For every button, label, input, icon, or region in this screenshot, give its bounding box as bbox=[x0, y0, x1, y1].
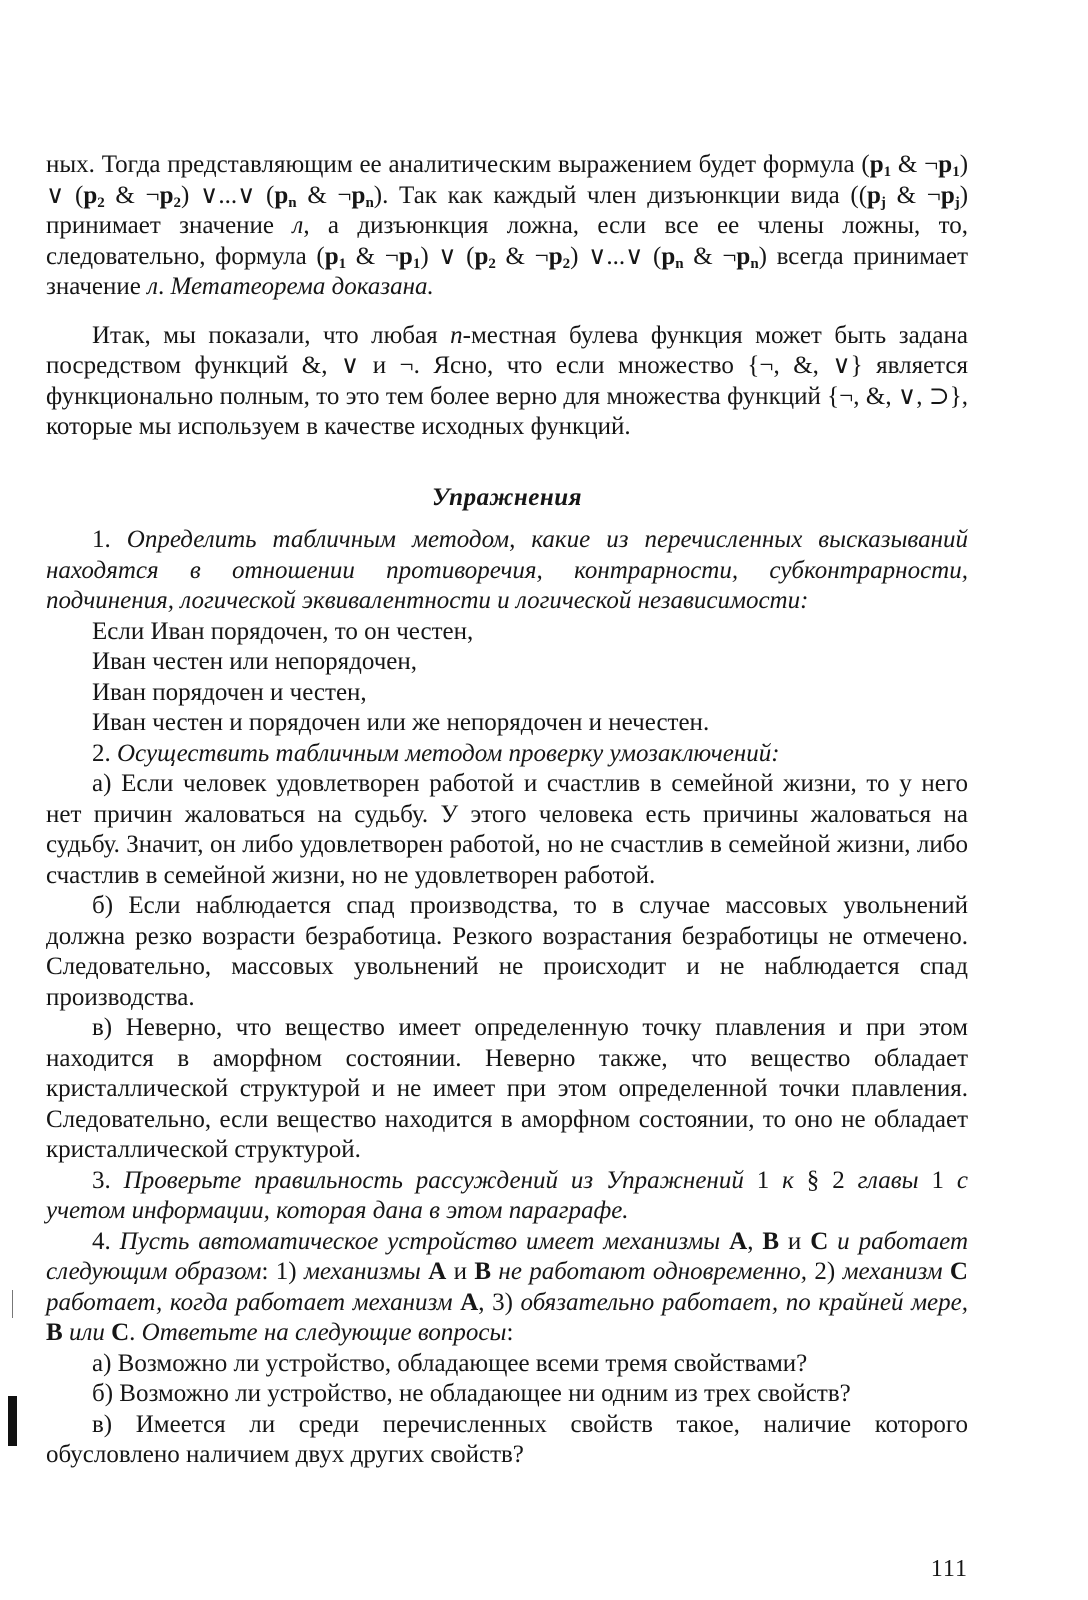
number: 3) bbox=[492, 1288, 513, 1316]
exercise-2 bbox=[46, 739, 968, 770]
number: 1) bbox=[275, 1258, 297, 1285]
proof-conclusion: Метатеорема доказана. bbox=[170, 273, 434, 300]
page-body bbox=[46, 150, 968, 1471]
question-item: б) Возможно ли устройство, не обладающее ни одним из трех свойств? bbox=[92, 1380, 851, 1407]
punct: . bbox=[129, 1319, 142, 1346]
exercise-task: работает, когда работает механизм bbox=[46, 1288, 461, 1316]
mechanism-a: А bbox=[428, 1258, 447, 1285]
text-segment: , а дизъюнкция ложна, если все ее члены ложны, то, следовательно, формула bbox=[46, 212, 969, 270]
mechanism-c: С bbox=[949, 1258, 968, 1285]
exercise-task: и работает следующим образом bbox=[46, 1227, 969, 1285]
formula: ($p_1$ & $\neg p_1$) ∨ ($p_2$ & $\neg p_2$) ∨...∨ ($p_n$ & $\neg p_n$) bbox=[316, 242, 767, 272]
exercise-task: главы bbox=[844, 1166, 932, 1194]
text-segment: Итак, мы показали, что любая bbox=[92, 321, 451, 349]
mechanism-a: А bbox=[729, 1227, 748, 1255]
exercise-task: механизм bbox=[835, 1258, 950, 1285]
exercise-task: Проверьте правильность рассуждений из Упражнений bbox=[123, 1166, 757, 1194]
text-segment: . Так как каждый член дизъюнкции вида ( bbox=[382, 181, 859, 209]
mechanism-b: В bbox=[474, 1258, 492, 1285]
exercise-task: Пусть автоматическое устройство имеет механизмы bbox=[119, 1227, 730, 1255]
truth-value: л bbox=[292, 212, 304, 239]
exercise-task: с учетом информации, которая дана в этом параграфе. bbox=[46, 1166, 968, 1224]
formula: ($p_1$ & $\neg p_1$) ∨ ($p_2$ & $\neg p_2$) ∨...∨ ($p_n$ & $\neg p_n$) bbox=[46, 151, 969, 211]
punct: : bbox=[506, 1319, 514, 1346]
exercise-number: 1. bbox=[92, 526, 127, 553]
mechanism-c: С bbox=[810, 1227, 829, 1255]
number: 1 bbox=[756, 1166, 770, 1194]
inference-item: в) Неверно, что вещество имеет определенную точку плавления и при этом находится в аморфном состоянии. Неверно также, что вещество обладает кристаллической структурой и не имеет при этом определенной точки плавления. Следовательно, если вещество находится в аморфном состоянии, то оно не обладает кристаллической структурой. bbox=[46, 1014, 968, 1163]
exercise-task: Ответьте на следующие вопросы bbox=[141, 1319, 507, 1346]
scan-mark bbox=[12, 1290, 13, 1318]
exercise-number: 3. bbox=[92, 1166, 124, 1194]
mechanism-a: А bbox=[460, 1288, 479, 1316]
mechanism-b: В bbox=[762, 1227, 780, 1255]
exercise-task: Определить табличным методом, какие из перечисленных высказываний находятся в отношении противоречия, контрарности, субконтрарности, подчинения, логической эквивалентности и логической независимости: bbox=[46, 526, 969, 614]
exercise-task: к bbox=[769, 1166, 807, 1194]
text-segment: принимает значение bbox=[46, 212, 293, 239]
paragraph-proof bbox=[46, 150, 968, 303]
text-segment: всегда принимает значение bbox=[46, 242, 969, 300]
text-segment: -местная булева функция может быть задана посредством функций &, ∨ и ¬. Ясно, что если множество {¬, &, ∨} является функционально полным, то это тем более верно для множества функций {¬, &, ∨, ⊃}, которые мы используем в качестве исходных функций. bbox=[46, 321, 968, 440]
exercise-task: обязательно работает, по крайней мере, bbox=[512, 1288, 969, 1316]
page-number: 111 bbox=[930, 1556, 968, 1582]
statement-item: Иван порядочен и честен, bbox=[92, 678, 367, 706]
number: 2) bbox=[814, 1258, 836, 1285]
punct: : bbox=[261, 1258, 276, 1285]
number: 1 bbox=[931, 1166, 944, 1194]
exercise-task: не работают одновременно, bbox=[491, 1258, 815, 1285]
exercise-4 bbox=[46, 1227, 968, 1349]
mechanism-c: С bbox=[111, 1319, 130, 1346]
question-item: в) Имеется ли среди перечисленных свойств такое, наличие которого обусловлено наличием двух других свойств? bbox=[46, 1410, 968, 1468]
exercise-1 bbox=[46, 525, 968, 617]
text-segment: ных. Тогда представляющим ее аналитическим выражением будет формула bbox=[46, 151, 862, 178]
question-item: а) Возможно ли устройство, обладающее всеми тремя свойствами? bbox=[92, 1349, 808, 1377]
exercise-number: 2. bbox=[92, 739, 117, 767]
section-ref: § 2 bbox=[806, 1166, 845, 1194]
formula: ($p_j$ & $\neg p_j$) bbox=[858, 181, 969, 211]
punct: , bbox=[747, 1227, 763, 1255]
conjunction: и bbox=[446, 1258, 475, 1285]
truth-value: л bbox=[147, 273, 159, 300]
exercise-task: Осуществить табличным методом проверку умозаключений: bbox=[117, 739, 780, 767]
variable-n: n bbox=[450, 321, 463, 349]
inference-item: а) Если человек удовлетворен работой и счастлив в семейной жизни, то у него нет причин жаловаться на судьбу. У этого человека есть причины жаловаться на судьбу. Значит, он либо удовлетворен работой, но не счастлив в семейной жизни, либо счастлив в семейной жизни, но не удовлетворен работой. bbox=[46, 770, 968, 889]
exercises-heading: Упражнения bbox=[431, 483, 583, 511]
scan-mark bbox=[8, 1396, 17, 1446]
statement-item: Если Иван порядочен, то он честен, bbox=[92, 617, 474, 645]
conjunction: и bbox=[779, 1227, 811, 1255]
inference-item: б) Если наблюдается спад производства, то в случае массовых увольнений должна резко возрасти безработица. Резкого возрастания безработицы не отмечено. Следовательно, массовых увольнений не происходит и не наблюдается спад производства. bbox=[46, 892, 968, 1011]
text-segment: . bbox=[158, 273, 171, 300]
punct: , bbox=[478, 1288, 493, 1316]
exercise-number: 4. bbox=[92, 1227, 120, 1255]
paragraph-functional-completeness bbox=[46, 321, 968, 443]
statement-item: Иван честен и порядочен или же непорядочен и нечестен. bbox=[92, 709, 710, 736]
exercise-task: механизмы bbox=[296, 1258, 429, 1285]
statement-item: Иван честен или непорядочен, bbox=[92, 648, 417, 675]
mechanism-b: В bbox=[46, 1319, 63, 1346]
exercise-task: или bbox=[62, 1319, 112, 1346]
exercise-3 bbox=[46, 1166, 968, 1227]
